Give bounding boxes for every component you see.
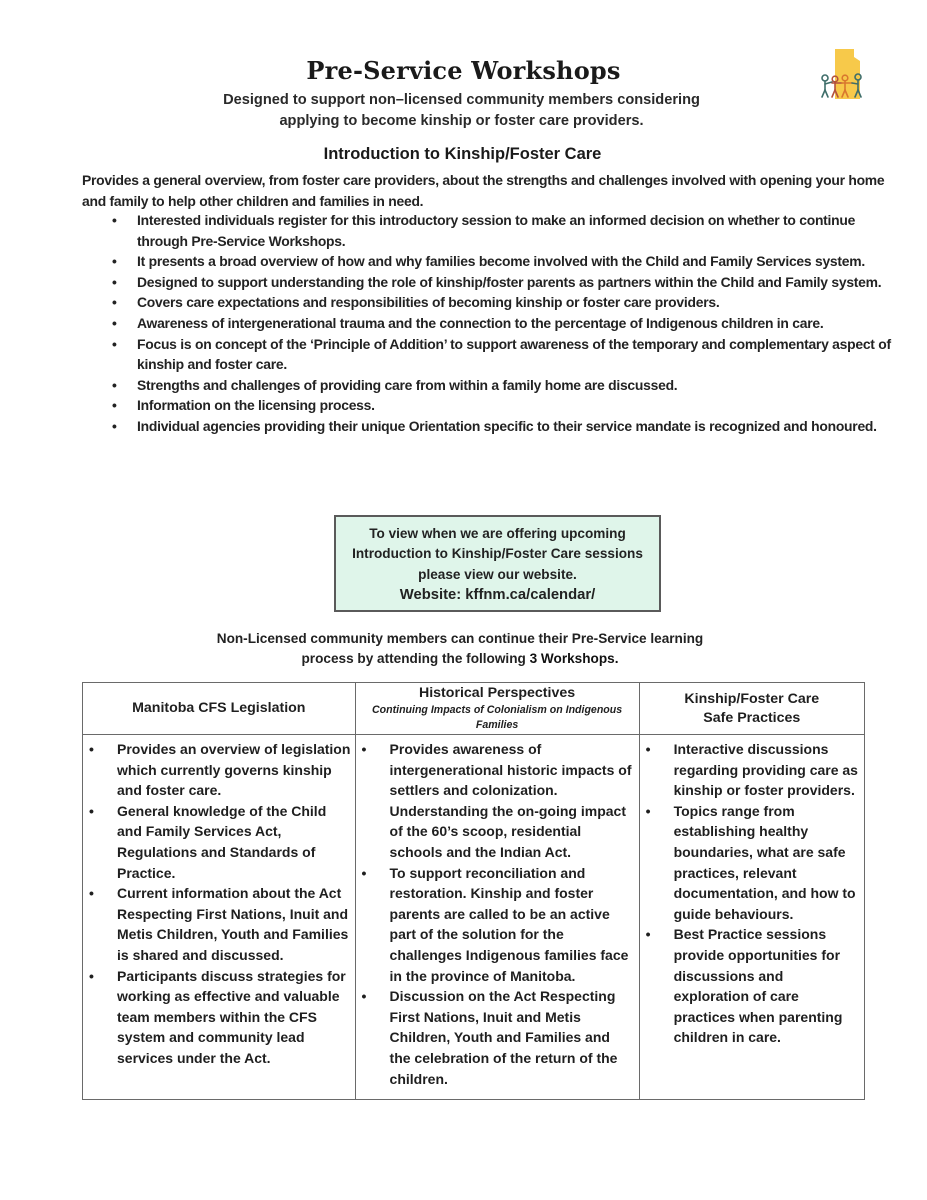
subtitle-line: applying to become kinship or foster care providers. xyxy=(279,113,644,129)
intro-bullet-list xyxy=(82,210,902,437)
bullet-icon: • xyxy=(112,314,117,331)
bullet-icon: • xyxy=(89,967,94,984)
subtitle-line: Designed to support non–licensed community members considering xyxy=(223,92,700,108)
continue-note-line: process by attending the following 3 Workshops. xyxy=(301,651,619,667)
bullet-icon: • xyxy=(112,397,117,414)
bullet-icon: • xyxy=(112,417,117,434)
website-link[interactable]: Website: kffnm.ca/calendar/ xyxy=(399,587,596,604)
bullet-icon: • xyxy=(112,376,117,393)
list-item: • Best Practice sessions provide opportunities for discussions and exploration of care practices when parenting children in care. xyxy=(645,926,843,1046)
bullet-icon: • xyxy=(112,253,117,270)
bullet-icon: • xyxy=(645,926,651,943)
column-header-safe-practices: Kinship/Foster Care Safe Practices xyxy=(639,683,864,735)
continue-note xyxy=(0,629,927,670)
bullet-icon: • xyxy=(361,741,367,757)
bullet-icon: • xyxy=(361,988,367,1005)
list-item: • Provides an overview of legislation which currently governs kinship and foster care. xyxy=(89,741,351,799)
list-item: • Discussion on the Act Respecting First Nations, Inuit and Metis Children, Youth and Families and the celebration of the return of the children. xyxy=(361,988,618,1087)
intro-description: Provides a general overview, from foster care providers, about the strengths and challenges involved with opening your home and family to help other children and families in need. xyxy=(82,172,885,209)
safe-practices-bullets xyxy=(640,739,860,1048)
list-item: • Information on the licensing process. xyxy=(82,395,902,416)
bullet-icon: • xyxy=(645,741,651,757)
list-item: • Current information about the Act Respecting First Nations, Inuit and Metis Children, Youth and Families is shared and discussed. xyxy=(89,885,349,963)
list-item: • Provides awareness of intergenerational historic impacts of settlers and colonization. Understanding the on-going impact of the 60’s scoop, residential schools and the Indian Act. xyxy=(361,741,632,860)
callout-line: please view our website. xyxy=(418,566,577,582)
historical-perspectives-bullets xyxy=(356,739,635,1089)
bullet-icon: • xyxy=(112,335,117,352)
list-item: • Interactive discussions regarding providing care as kinship or foster providers. xyxy=(645,741,858,799)
bullet-icon: • xyxy=(89,802,94,819)
cfs-legislation-bullets xyxy=(83,739,351,1069)
intro-section-heading: Introduction to Kinship/Foster Care xyxy=(323,145,602,163)
list-item: • Individual agencies providing their unique Orientation specific to their service mandate is recognized and honoured. xyxy=(82,416,902,437)
page-title: Pre-Service Workshops xyxy=(306,56,621,85)
bullet-icon: • xyxy=(89,741,94,757)
column-header-cfs-legislation: Manitoba CFS Legislation xyxy=(83,683,356,735)
list-item: • It presents a broad overview of how and why families become involved with the Child and Family Services system. xyxy=(82,251,902,272)
bullet-icon: • xyxy=(645,802,651,819)
table-row xyxy=(83,735,865,1100)
bullet-icon: • xyxy=(112,212,117,228)
safe-practices-cell xyxy=(639,735,864,1100)
callout-line: To view when we are offering upcoming xyxy=(369,526,626,541)
list-item: • Covers care expectations and responsibilities of becoming kinship or foster care providers. xyxy=(82,292,902,313)
callout-line: Introduction to Kinship/Foster Care sessions xyxy=(352,546,643,562)
list-item: • General knowledge of the Child and Family Services Act, Regulations and Standards of Practice. xyxy=(89,802,327,881)
continue-note-line: Non-Licensed community members can continue their Pre-Service learning xyxy=(216,631,704,646)
list-item: • Focus is on concept of the ‘Principle of Addition’ to support awareness of the temporary and complementary aspect of kinship and foster care. xyxy=(112,335,891,373)
list-item: • Topics range from establishing healthy boundaries, what are safe practices, relevant documentation, and how to guide behaviours. xyxy=(645,802,856,922)
list-item: • Strengths and challenges of providing care from within a family home are discussed. xyxy=(82,375,902,396)
bullet-icon: • xyxy=(89,885,94,902)
workshop-count: 3 Workshops. xyxy=(529,651,619,667)
list-item: • Participants discuss strategies for working as effective and valuable team members within the CFS system and community lead services under the Act. xyxy=(89,967,346,1066)
column-header-historical-perspectives: Historical Perspectives Continuing Impacts of Colonialism on Indigenous Families xyxy=(355,683,639,735)
workshops-table xyxy=(82,682,865,1100)
column-subtitle: Continuing Impacts of Colonialism on Indigenous Families xyxy=(372,704,623,731)
list-item: • Designed to support understanding the role of kinship/foster parents as partners within the Child and Family system. xyxy=(82,272,902,293)
list-item: • To support reconciliation and restoration. Kinship and foster parents are called to be an active part of the solution for the challenges Indigenous families face in the province of Manitoba. xyxy=(361,864,629,984)
list-item: • Interested individuals register for this introductory session to make an informed decision on whether to continue through Pre-Service Workshops. xyxy=(112,212,856,249)
bullet-icon: • xyxy=(112,273,117,290)
bullet-icon: • xyxy=(361,864,367,881)
list-item: • Awareness of intergenerational trauma and the connection to the percentage of Indigenous children in care. xyxy=(82,313,902,334)
page-subtitle xyxy=(0,90,927,132)
table-header-row xyxy=(83,683,865,735)
historical-perspectives-cell xyxy=(355,735,639,1100)
calendar-callout-box xyxy=(334,515,661,612)
cfs-legislation-cell xyxy=(83,735,356,1100)
bullet-icon: • xyxy=(112,294,117,311)
